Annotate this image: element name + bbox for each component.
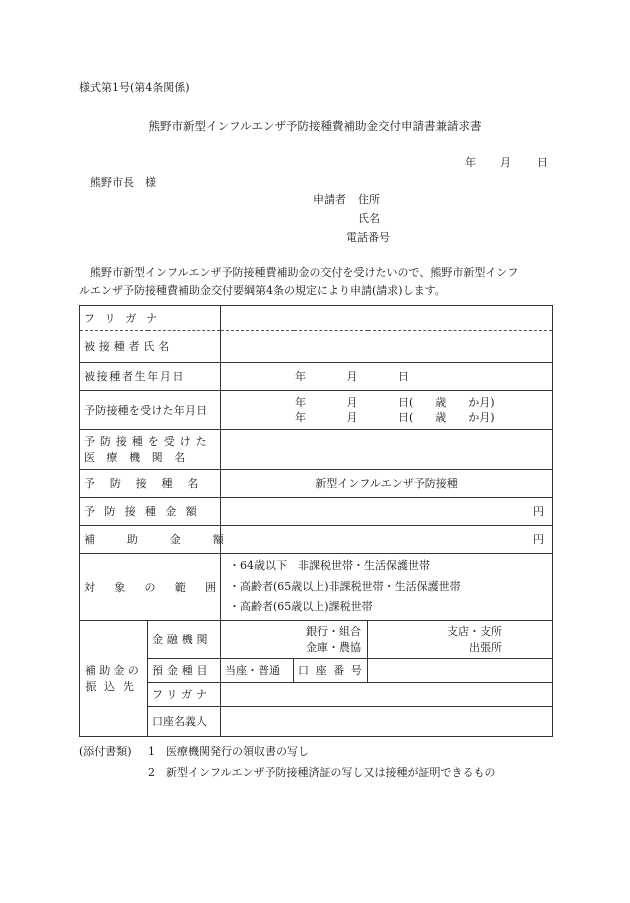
body-text-line2: ルエンザ予防接種費補助金交付要綱第4条の規定により申請(請求)します。 [79, 284, 446, 297]
institution-field[interactable] [221, 430, 553, 470]
birthdate-label: 被接種者生年月日 [80, 363, 221, 391]
row-vaccination-date [80, 391, 553, 430]
transfer-label-line1: 補助金の [84, 664, 143, 678]
date-day: 日 [537, 156, 548, 169]
institution-label-line1: 予防接種を受けた [84, 435, 212, 449]
vaccine-amount-field[interactable] [221, 498, 553, 526]
row-subsidy-amount [80, 526, 553, 554]
row-birthdate [80, 363, 553, 391]
vac-year-unit-2: 年 [295, 411, 306, 424]
subsidy-amount-field[interactable] [221, 526, 553, 554]
account-furigana-label: フリガナ [148, 683, 221, 707]
scope-option-1[interactable]: ・64歳以下 非課税世帯・生活保護世帯 [229, 559, 430, 573]
form-title: 熊野市新型インフルエンザ予防接種費補助金交付申請書兼請求書 [148, 119, 482, 133]
scope-label: 対象の範囲 [80, 554, 221, 621]
transfer-destination-label [80, 621, 148, 737]
account-holder-field[interactable] [221, 707, 553, 737]
date-month: 月 [500, 156, 511, 169]
row-institution [80, 430, 553, 470]
applicant-phone-label: 電話番号 [346, 231, 390, 244]
scope-option-3[interactable]: ・高齢者(65歳以上)課税世帯 [229, 600, 373, 614]
subsidy-amount-label: 補助金額 [80, 526, 221, 554]
scope-options [221, 554, 553, 621]
account-number-field[interactable] [368, 659, 553, 683]
attachments-label: (添付書類) [79, 745, 132, 758]
recipient-name-label: 被接種者氏名 [80, 331, 221, 363]
row-bank [80, 621, 553, 659]
account-type-value[interactable]: 当座・普通 [221, 659, 294, 683]
scope-option-2[interactable]: ・高齢者(65歳以上)非課税世帯・生活保護世帯 [229, 579, 461, 593]
form-number: 様式第1号(第4条関係) [79, 81, 190, 94]
vaccine-type-value: 新型インフルエンザ予防接種 [221, 470, 553, 498]
applicant-label: 申請者 [313, 193, 346, 206]
bank-types-line1: 銀行・組合 [306, 625, 361, 639]
account-holder-label: 口座名義人 [148, 707, 221, 737]
vac-day-age-1: 日( 歳 か月) [398, 395, 495, 409]
row-vaccine-type [80, 470, 553, 498]
bank-name-field[interactable] [221, 621, 368, 659]
vac-month-unit-1: 月 [346, 395, 358, 409]
branch-name-field[interactable] [368, 621, 553, 659]
account-number-label: 口座番号 [294, 659, 368, 683]
row-vaccine-amount [80, 498, 553, 526]
row-account-type [80, 659, 553, 683]
birthdate-field[interactable] [221, 363, 553, 391]
account-type-label: 預金種目 [148, 659, 221, 683]
birth-day-unit: 日 [398, 370, 409, 383]
addressee: 熊野市長 様 [90, 176, 156, 189]
row-recipient-name [80, 331, 553, 363]
branch-types-line2: 出張所 [469, 640, 502, 654]
application-form-table [79, 305, 553, 737]
branch-types-line1: 支店・支所 [447, 625, 502, 639]
subsidy-amount-yen-unit: 円 [533, 533, 544, 546]
vaccine-amount-yen-unit: 円 [533, 505, 544, 518]
vaccine-amount-label: 予防接種金額 [80, 498, 221, 526]
applicant-name-label: 氏名 [358, 212, 380, 225]
vac-month-unit-2: 月 [346, 411, 358, 424]
institution-label [80, 430, 221, 470]
applicant-address-label: 住所 [358, 193, 380, 206]
recipient-name-field[interactable] [221, 331, 553, 363]
vac-day-age-2: 日( 歳 か月) [398, 411, 495, 424]
vac-year-unit-1: 年 [295, 395, 306, 409]
institution-label-line2: 医療機関名 [84, 450, 197, 464]
bank-label: 金融機関 [148, 621, 221, 659]
birth-year-unit: 年 [295, 370, 306, 383]
body-text-line1: 熊野市新型インフルエンザ予防接種費補助金の交付を受けたいので、熊野市新型インフ [90, 266, 519, 279]
date-year: 年 [465, 156, 476, 169]
furigana-field[interactable] [221, 306, 553, 331]
vaccination-date-field[interactable] [221, 391, 553, 430]
account-furigana-field[interactable] [221, 683, 553, 707]
vaccination-date-label: 予防接種を受けた年月日 [80, 391, 221, 430]
bank-types-line2: 金庫・農協 [306, 640, 361, 654]
row-scope [80, 554, 553, 621]
attachment-item-2: 2 新型インフルエンザ予防接種済証の写し又は接種が証明できるもの [148, 766, 496, 779]
row-furigana [80, 306, 553, 331]
row-account-furigana [80, 683, 553, 707]
row-account-holder [80, 707, 553, 737]
vaccine-type-label: 予防接種名 [80, 470, 221, 498]
birth-month-unit: 月 [346, 370, 358, 383]
attachment-item-1: 1 医療機関発行の領収書の写し [148, 745, 309, 758]
furigana-label: フリガナ [80, 306, 221, 331]
transfer-label-line2: 振込先 [85, 679, 142, 693]
